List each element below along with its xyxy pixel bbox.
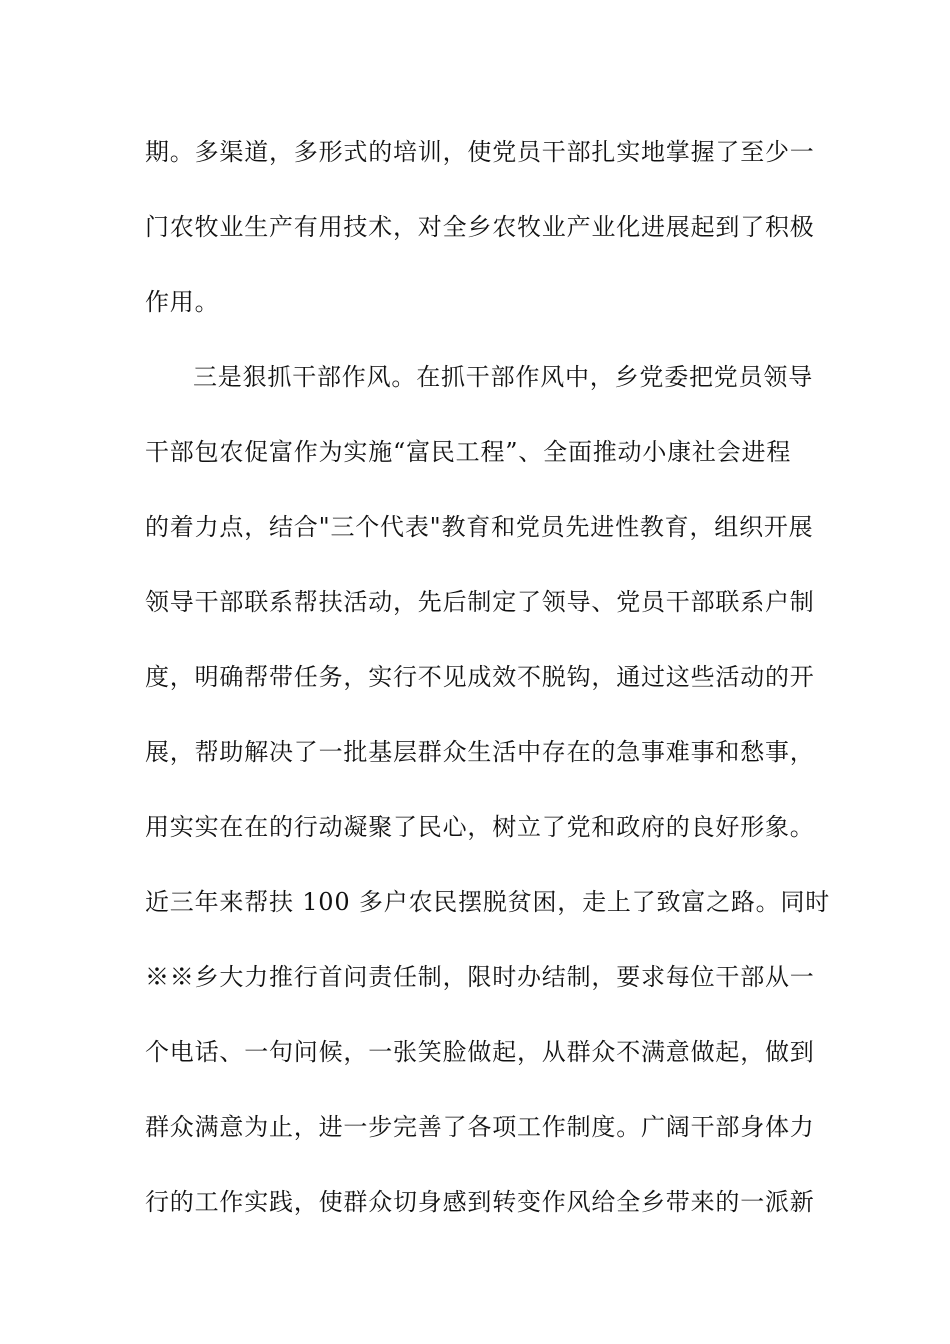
text-line: 门农牧业生产有用技术，对全乡农牧业产业化进展起到了积极 bbox=[145, 213, 815, 241]
text-line: 期。多渠道，多形式的培训，使党员干部扎实地掌握了至少一 bbox=[145, 138, 815, 166]
text-line: 的着力点，结合"三个代表"教育和党员先进性教育，组织开展 bbox=[145, 513, 814, 541]
text-line: 干部包农促富作为实施“富民工程”、全面推动小康社会进程 bbox=[145, 438, 792, 466]
paragraph-start-line: 三是狠抓干部作风。在抓干部作风中，乡党委把党员领导 bbox=[193, 363, 813, 391]
text-line: 领导干部联系帮扶活动，先后制定了领导、党员干部联系户制 bbox=[145, 588, 815, 616]
text-line: 行的工作实践，使群众切身感到转变作风给全乡带来的一派新 bbox=[145, 1188, 815, 1216]
text-line: 展，帮助解决了一批基层群众生活中存在的急事难事和愁事， bbox=[145, 738, 815, 766]
text-line: 个电话、一句问候，一张笑脸做起，从群众不满意做起，做到 bbox=[145, 1038, 815, 1066]
text-line: 用实实在在的行动凝聚了民心，树立了党和政府的良好形象。 bbox=[145, 813, 815, 841]
body-text bbox=[145, 128, 831, 1253]
text-line: 作用。 bbox=[145, 288, 220, 316]
text-line: 近三年来帮扶 100 多户农民摆脱贫困，走上了致富之路。同时 bbox=[145, 888, 831, 916]
text-line: ※※乡大力推行首问责任制，限时办结制，要求每位干部从一 bbox=[145, 963, 815, 991]
text-line: 群众满意为止，进一步完善了各项工作制度。广阔干部身体力 bbox=[145, 1113, 815, 1141]
text-line: 度，明确帮带任务，实行不见成效不脱钩，通过这些活动的开 bbox=[145, 663, 815, 691]
